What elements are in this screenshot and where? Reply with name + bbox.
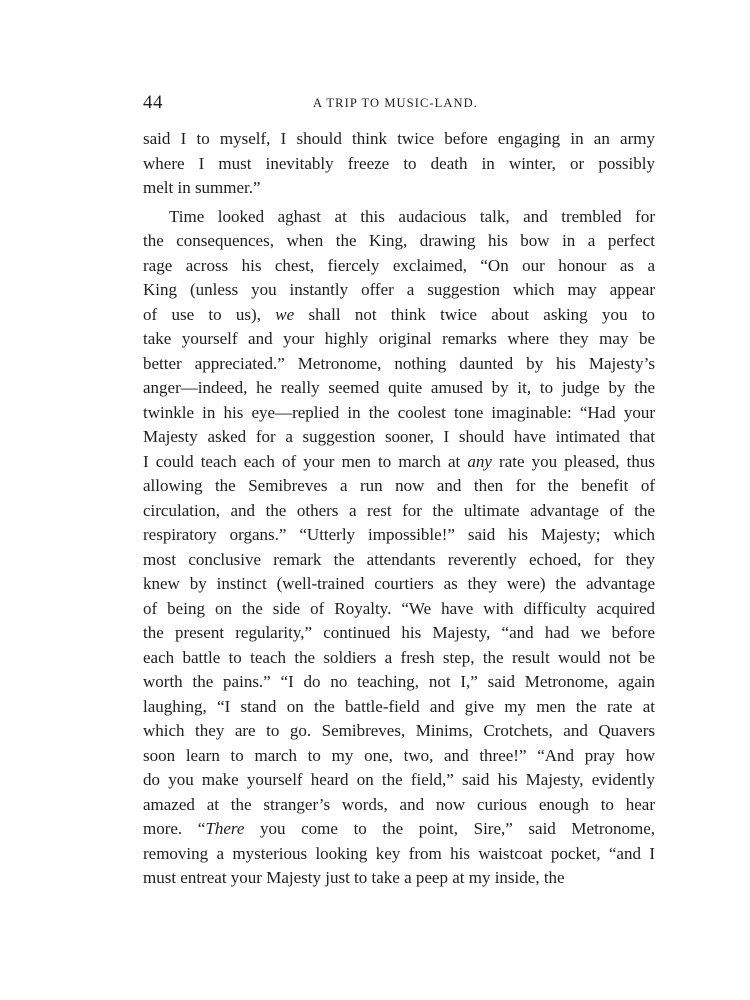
text-segment: more. “	[143, 819, 206, 838]
text-line	[143, 793, 655, 818]
text-segment: twinkle in his eye—replied in the coolest tone imaginable: “Had your	[143, 402, 655, 422]
text-segment: each battle to teach the soldiers a fresh step, the result would not be	[143, 647, 655, 667]
text-segment: soon learn to march to my one, two, and three!” “And pray how	[143, 745, 655, 765]
text-line	[143, 229, 655, 254]
text-line	[143, 768, 655, 793]
text-segment: knew by instinct (well-trained courtiers as they were) the advantage	[143, 574, 655, 593]
text-line	[143, 548, 655, 573]
text-line	[143, 621, 655, 646]
text-line	[143, 327, 655, 352]
italic-text: any	[467, 451, 492, 471]
text-line	[143, 303, 655, 328]
body-text	[143, 127, 655, 891]
text-segment: the present regularity,” continued his Majesty, “and had we before	[143, 623, 655, 642]
page-header	[143, 92, 655, 122]
text-line	[143, 670, 655, 695]
text-line	[143, 695, 655, 720]
text-segment: Majesty asked for a suggestion sooner, I should have intimated that	[143, 427, 655, 446]
running-title: A TRIP TO MUSIC-LAND.	[313, 96, 479, 110]
text-line	[143, 817, 655, 842]
text-line	[143, 254, 655, 279]
text-line	[143, 646, 655, 671]
text-segment: circulation, and the others a rest for the ultimate advantage of the	[143, 500, 655, 520]
italic-text: There	[205, 819, 245, 838]
text-line	[143, 205, 655, 230]
text-line	[143, 523, 655, 548]
text-segment: amazed at the stranger’s words, and now curious enough to hear	[143, 794, 655, 814]
text-segment: anger—indeed, he really seemed quite amused by it, to judge by the	[143, 378, 655, 397]
text-line	[143, 127, 655, 152]
text-segment: shall not think twice about asking you to	[294, 304, 655, 324]
text-line	[143, 744, 655, 769]
text-line	[143, 474, 655, 499]
page-number: 44	[143, 92, 163, 113]
text-line	[143, 376, 655, 401]
text-segment: take yourself and your highly original remarks where they may be	[143, 329, 655, 348]
text-segment: better appreciated.” Metronome, nothing daunted by his Majesty’s	[143, 353, 655, 373]
text-segment: Time looked aghast at this audacious talk, and trembled for	[169, 206, 655, 226]
text-segment: removing a mysterious looking key from his waistcoat pocket, “and I	[143, 843, 655, 863]
text-segment: allowing the Semibreves a run now and then for the benefit of	[143, 476, 655, 495]
text-line	[143, 719, 655, 744]
text-segment: do you make yourself heard on the field,” said his Majesty, evidently	[143, 770, 655, 789]
text-line	[143, 401, 655, 426]
text-line	[143, 425, 655, 450]
text-line	[143, 499, 655, 524]
text-segment: rate you pleased, thus	[491, 451, 655, 471]
text-segment: which they are to go. Semibreves, Minims, Crotchets, and Quavers	[143, 721, 655, 740]
text-segment: must entreat your Majesty just to take a peep at my inside, the	[143, 868, 565, 887]
text-segment: respiratory organs.” “Utterly impossible!” said his Majesty; which	[143, 525, 655, 544]
text-segment: most conclusive remark the attendants reverently echoed, for they	[143, 549, 655, 569]
text-segment: worth the pains.” “I do no teaching, not I,” said Metronome, again	[143, 672, 655, 691]
text-segment: melt in summer.”	[143, 178, 261, 197]
text-segment: of use to us),	[143, 304, 276, 324]
text-segment: laughing, “I stand on the battle-field and give my men the rate at	[143, 696, 655, 716]
text-line	[143, 152, 655, 177]
text-line	[143, 842, 655, 867]
text-segment: King (unless you instantly offer a suggestion which may appear	[143, 280, 655, 299]
text-segment: you come to the point, Sire,” said Metronome,	[244, 819, 655, 838]
text-segment: I could teach each of your men to march at	[143, 451, 468, 471]
text-line	[143, 278, 655, 303]
italic-text: we	[275, 304, 295, 324]
text-line	[143, 176, 655, 201]
text-segment: the consequences, when the King, drawing his bow in a perfect	[143, 231, 655, 250]
text-segment: rage across his chest, fiercely exclaimed, “On our honour as a	[143, 255, 655, 275]
text-line	[143, 572, 655, 597]
text-line	[143, 352, 655, 377]
text-segment: of being on the side of Royalty. “We have with difficulty acquired	[143, 598, 655, 618]
text-line	[143, 866, 655, 891]
text-segment: where I must inevitably freeze to death in winter, or possibly	[143, 153, 655, 173]
text-line	[143, 597, 655, 622]
text-line	[143, 450, 655, 475]
text-segment: said I to myself, I should think twice before engaging in an army	[143, 129, 655, 148]
